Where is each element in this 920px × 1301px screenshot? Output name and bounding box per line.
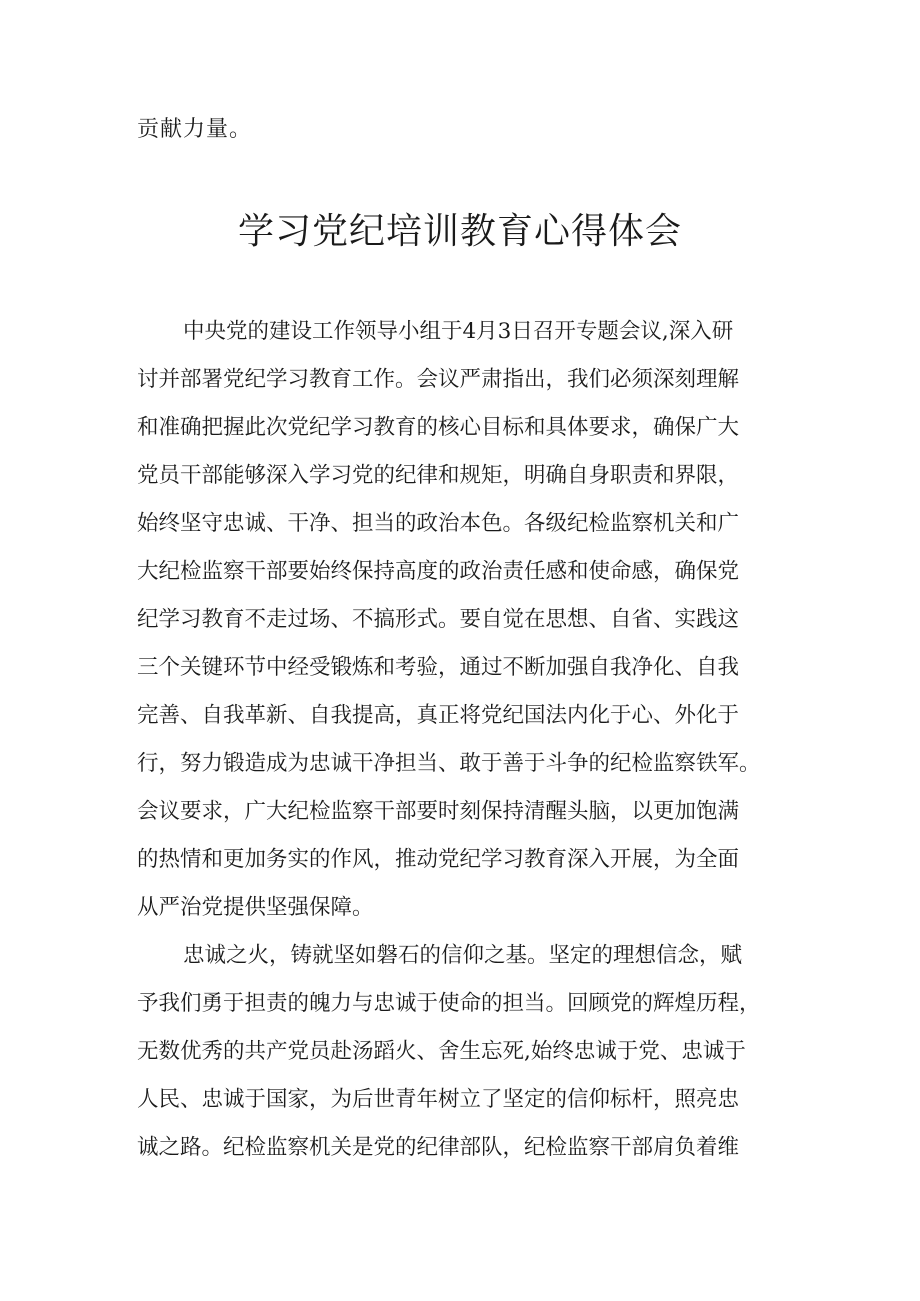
paragraph-line: 中央党的建设工作领导小组于4月3日召开专题会议,深入研 [183,319,734,344]
paragraph-line: 无数优秀的共产党员赴汤蹈火、舍生忘死,始终忠诚于党、忠诚于 [137,1039,746,1064]
document-title: 学习党纪培训教育心得体会 [237,211,682,252]
previous-text-ending: 贡献力量。 [137,117,253,142]
paragraph-line: 会议要求，广大纪检监察干部要时刻保持清醒头脑，以更加饱满 [137,799,740,824]
paragraph-line: 党员干部能够深入学习党的纪律和规矩，明确自身职责和界限， [137,463,740,488]
paragraph-line: 从严治党提供坚强保障。 [137,895,374,920]
paragraph-line: 诚之路。纪检监察机关是党的纪律部队，纪检监察干部肩负着维 [137,1135,740,1160]
paragraph-line: 完善、自我革新、自我提高，真正将党纪国法内化于心、外化于 [137,703,740,728]
paragraph-line: 讨并部署党纪学习教育工作。会议严肃指出，我们必须深刻理解 [137,367,740,392]
paragraph-line: 纪学习教育不走过场、不搞形式。要自觉在思想、自省、实践这 [137,607,740,632]
paragraph-line: 忠诚之火，铸就坚如磐石的信仰之基。坚定的理想信念，赋 [183,943,743,968]
paragraph-line: 和准确把握此次党纪学习教育的核心目标和具体要求，确保广大 [137,415,740,440]
paragraph-line: 始终坚守忠诚、干净、担当的政治本色。各级纪检监察机关和广 [137,511,740,536]
paragraph-line: 人民、忠诚于国家，为后世青年树立了坚定的信仰标杆，照亮忠 [137,1087,740,1112]
paragraph-line: 的热情和更加务实的作风，推动党纪学习教育深入开展，为全面 [137,847,740,872]
paragraph-line: 予我们勇于担责的魄力与忠诚于使命的担当。回顾党的辉煌历程， [137,991,761,1016]
paragraph-line: 三个关键环节中经受锻炼和考验，通过不断加强自我净化、自我 [137,655,740,680]
paragraph-line: 大纪检监察干部要始终保持高度的政治责任感和使命感，确保党 [137,559,740,584]
paragraph-1 [137,308,797,932]
paragraph-line: 行，努力锻造成为忠诚干净担当、敢于善于斗争的纪检监察铁军。 [137,751,761,776]
paragraph-2 [137,932,797,1172]
